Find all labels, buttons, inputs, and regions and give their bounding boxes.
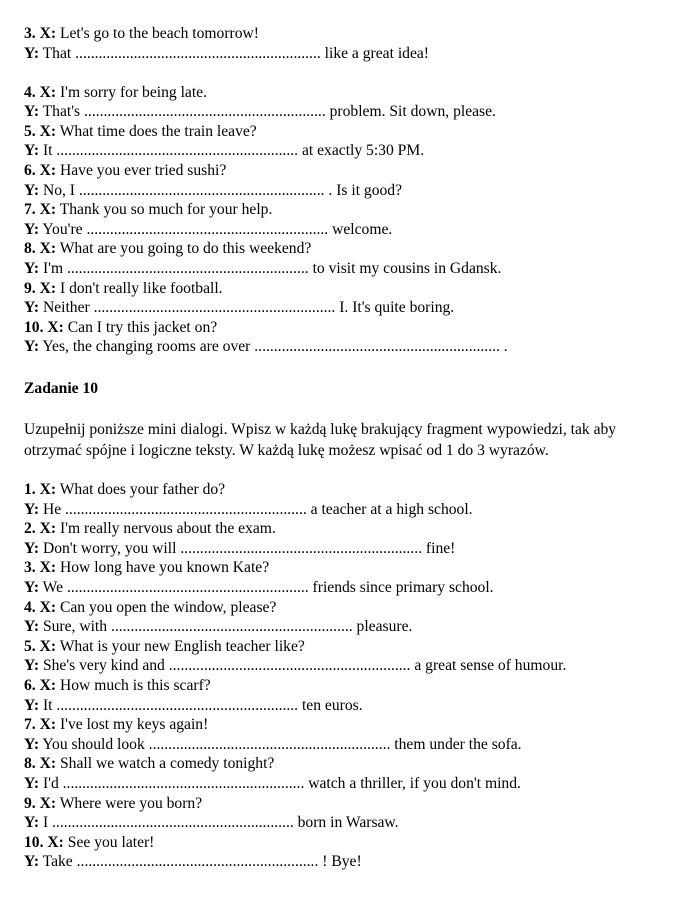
dialogue-number: 1. [24, 481, 36, 498]
speaker-y-text-before: That [42, 44, 76, 62]
speaker-y-text-after: ! Bye! [318, 853, 362, 871]
answer-gap[interactable]: .............................................................. [86, 220, 329, 238]
speaker-x-text: Can you open the window, please? [59, 598, 277, 616]
dialogue-y-line [24, 220, 674, 240]
speaker-y-text-before: That's [42, 103, 85, 121]
speaker-x-label: X: [39, 598, 57, 616]
dialogue-number: 10. [24, 833, 44, 851]
speaker-y-label: Y: [24, 181, 40, 199]
dialogue-number: 6. [24, 162, 36, 180]
dialogue-number: 3. [24, 25, 36, 42]
speaker-y-text-before: We [42, 578, 67, 596]
speaker-y-text-after: at exactly 5:30 PM. [298, 142, 425, 160]
speaker-y-label: Y: [24, 220, 40, 238]
speaker-y-label: Y: [24, 774, 40, 792]
speaker-x-text: Can I try this jacket on? [67, 318, 218, 336]
speaker-y-label: Y: [24, 539, 40, 557]
exercise-section-10 [24, 480, 674, 872]
speaker-y-text-before: She's very kind and [42, 657, 169, 675]
dialogue-number: 5. [24, 122, 36, 140]
speaker-y-label: Y: [24, 103, 40, 121]
speaker-y-label: Y: [24, 696, 40, 714]
speaker-y-text-after: to visit my cousins in Gdansk. [308, 260, 502, 278]
speaker-y-label: Y: [24, 735, 40, 753]
speaker-x-label: X: [39, 676, 57, 694]
dialogue-number: 5. [24, 637, 36, 655]
speaker-x-label: X: [39, 122, 57, 140]
dialogue-number: 9. [24, 279, 36, 297]
speaker-y-label: Y: [24, 500, 40, 518]
speaker-y-text-after: born in Warsaw. [293, 814, 399, 832]
dialogue-number: 8. [24, 755, 36, 773]
speaker-y-label: Y: [24, 44, 40, 62]
dialogue-number: 4. [24, 598, 36, 616]
dialogue-x-line [24, 637, 674, 657]
answer-gap[interactable]: .............................................................. [180, 539, 423, 557]
speaker-x-label: X: [39, 716, 57, 734]
speaker-x-text: What does your father do? [59, 481, 226, 498]
dialogue-number: 6. [24, 676, 36, 694]
dialogue-x-line [24, 558, 674, 578]
answer-gap[interactable]: .............................................................. [76, 853, 319, 871]
speaker-y-label: Y: [24, 853, 40, 871]
answer-gap[interactable]: ............................................................... [75, 44, 321, 62]
dialogue-x-line [24, 480, 674, 500]
speaker-y-text-after: like a great idea! [320, 44, 429, 62]
speaker-y-label: Y: [24, 578, 40, 596]
dialogue-y-line [24, 735, 674, 755]
speaker-y-text-after: problem. Sit down, please. [325, 103, 496, 121]
dialogue-x-line [24, 598, 674, 618]
dialogue-y-line [24, 102, 674, 122]
speaker-x-label: X: [47, 833, 64, 851]
dialogue-y-line [24, 337, 674, 357]
dialogue-number: 4. [24, 83, 36, 101]
dialogue-x-line [24, 200, 674, 220]
exercise-title: Zadanie 10 [24, 380, 99, 397]
speaker-y-text-before: It [42, 696, 57, 714]
speaker-y-text-before: I'm [42, 260, 67, 278]
speaker-x-label: X: [39, 162, 57, 180]
dialogue-x-line [24, 161, 674, 181]
speaker-y-text-after: . [499, 338, 508, 356]
dialogue-x-line [24, 715, 674, 735]
speaker-y-text-after: watch a thriller, if you don't mind. [304, 774, 521, 792]
speaker-x-label: X: [39, 794, 57, 812]
speaker-y-text-after: friends since primary school. [308, 578, 494, 596]
answer-gap[interactable]: .............................................................. [66, 260, 309, 278]
speaker-x-text: I'm really nervous about the exam. [59, 520, 276, 538]
dialogue-number: 10. [24, 318, 44, 336]
speaker-y-text-after: a great sense of humour. [410, 657, 567, 675]
exercise-section-continued [24, 24, 674, 357]
speaker-y-text-after: welcome. [328, 220, 393, 238]
speaker-x-text: Have you ever tried sushi? [59, 162, 227, 180]
speaker-y-text-before: No, I [42, 181, 79, 199]
exercise-instructions: Uzupełnij poniższe mini dialogi. Wpisz w każdą lukę brakujący fragment wypowiedzi, tak aby otrzymać spójne i logiczne teksty. W każdą lukę możesz wpisać od 1 do 3 wyrazów. [24, 420, 617, 459]
speaker-y-text-after: fine! [422, 539, 456, 557]
dialogue-y-line [24, 181, 674, 201]
speaker-x-text: How long have you known Kate? [59, 559, 270, 577]
speaker-y-text-before: You're [42, 220, 87, 238]
speaker-y-text-before: I'd [42, 774, 63, 792]
dialogue-x-line [24, 318, 674, 338]
speaker-x-text: I've lost my keys again! [59, 716, 209, 734]
dialogue-y-line [24, 852, 674, 872]
speaker-y-text-after: . Is it good? [324, 181, 403, 199]
dialogue-y-line [24, 617, 674, 637]
speaker-y-text-before: Take [42, 853, 77, 871]
speaker-y-text-after: them under the sofa. [390, 735, 522, 753]
answer-gap[interactable]: .............................................................. [56, 696, 299, 714]
answer-gap[interactable]: .............................................................. [56, 142, 299, 160]
dialogue-y-line [24, 44, 674, 64]
dialogue-number: 7. [24, 201, 36, 219]
dialogue-y-line [24, 813, 674, 833]
speaker-x-label: X: [39, 481, 57, 498]
speaker-y-text-after: I. It's quite boring. [335, 299, 455, 317]
speaker-y-label: Y: [24, 142, 40, 160]
speaker-y-text-after: ten euros. [298, 696, 363, 714]
speaker-y-label: Y: [24, 299, 40, 317]
dialogue-y-line [24, 774, 674, 794]
dialogue-x-line [24, 24, 674, 44]
speaker-x-label: X: [39, 25, 57, 42]
answer-gap[interactable]: .............................................................. [62, 774, 305, 792]
dialogue-x-line [24, 833, 674, 853]
answer-gap[interactable]: .............................................................. [93, 299, 336, 317]
dialogue-y-line [24, 578, 674, 598]
speaker-y-label: Y: [24, 657, 40, 675]
speaker-y-label: Y: [24, 814, 40, 832]
dialogue-x-line [24, 794, 674, 814]
dialogue-y-line [24, 259, 674, 279]
speaker-x-text: I don't really like football. [59, 279, 223, 297]
speaker-y-text-before: Sure, with [42, 618, 111, 636]
dialogue-number: 2. [24, 520, 36, 538]
answer-gap[interactable]: .............................................................. [52, 814, 294, 832]
dialogue-y-line [24, 500, 674, 520]
dialogue-x-line [24, 279, 674, 299]
speaker-x-label: X: [39, 83, 57, 101]
speaker-x-text: Shall we watch a comedy tonight? [59, 755, 275, 773]
dialogue-y-line [24, 298, 674, 318]
speaker-x-label: X: [39, 201, 57, 219]
speaker-x-label: X: [47, 318, 64, 336]
speaker-y-label: Y: [24, 260, 40, 278]
dialogue-y-line [24, 696, 674, 716]
dialogue-x-line [24, 519, 674, 539]
speaker-x-text: What are you going to do this weekend? [59, 240, 312, 258]
answer-gap[interactable]: .............................................................. [168, 657, 411, 675]
speaker-x-label: X: [39, 755, 57, 773]
speaker-x-label: X: [39, 240, 57, 258]
speaker-x-text: How much is this scarf? [59, 676, 211, 694]
speaker-x-text: What is your new English teacher like? [59, 637, 305, 655]
answer-gap[interactable]: .............................................................. [148, 735, 391, 753]
speaker-y-label: Y: [24, 338, 40, 356]
speaker-y-text-before: I [42, 814, 53, 832]
dialogue-number: 8. [24, 240, 36, 258]
dialogue-y-line [24, 656, 674, 676]
dialogue-number: 7. [24, 716, 36, 734]
speaker-x-text: Thank you so much for your help. [59, 201, 273, 219]
speaker-y-text-before: You should look [42, 735, 149, 753]
speaker-x-label: X: [39, 520, 57, 538]
dialogue-y-line [24, 539, 674, 559]
answer-gap[interactable]: .............................................................. [66, 578, 309, 596]
speaker-x-text: See you later! [67, 833, 155, 851]
answer-gap[interactable]: .............................................................. [84, 103, 326, 121]
speaker-y-text-before: It [42, 142, 57, 160]
speaker-y-text-before: He [42, 500, 66, 518]
worksheet-page [24, 24, 674, 872]
speaker-y-text-before: Yes, the changing rooms are over [42, 338, 255, 356]
dialogue-y-line [24, 141, 674, 161]
answer-gap[interactable]: ............................................................... [78, 181, 325, 199]
speaker-y-text-before: Don't worry, you will [42, 539, 181, 557]
dialogue-x-line [24, 676, 674, 696]
answer-gap[interactable]: .............................................................. [65, 500, 307, 518]
speaker-y-text-before: Neither [42, 299, 94, 317]
dialogue-x-line [24, 83, 674, 103]
speaker-y-text-after: pleasure. [352, 618, 413, 636]
answer-gap[interactable]: .............................................................. [110, 618, 353, 636]
speaker-x-text: Where were you born? [59, 794, 203, 812]
dialogue-x-line [24, 122, 674, 142]
speaker-x-text: Let's go to the beach tomorrow! [59, 25, 259, 42]
dialogue-number: 9. [24, 794, 36, 812]
speaker-x-label: X: [39, 279, 57, 297]
speaker-y-text-after: a teacher at a high school. [306, 500, 473, 518]
speaker-x-label: X: [39, 637, 57, 655]
dialogue-number: 3. [24, 559, 36, 577]
answer-gap[interactable]: ............................................................... [254, 338, 500, 356]
speaker-x-label: X: [39, 559, 57, 577]
speaker-x-text: I'm sorry for being late. [59, 83, 207, 101]
speaker-x-text: What time does the train leave? [59, 122, 257, 140]
speaker-y-label: Y: [24, 618, 40, 636]
dialogue-x-line [24, 754, 674, 774]
dialogue-x-line [24, 239, 674, 259]
